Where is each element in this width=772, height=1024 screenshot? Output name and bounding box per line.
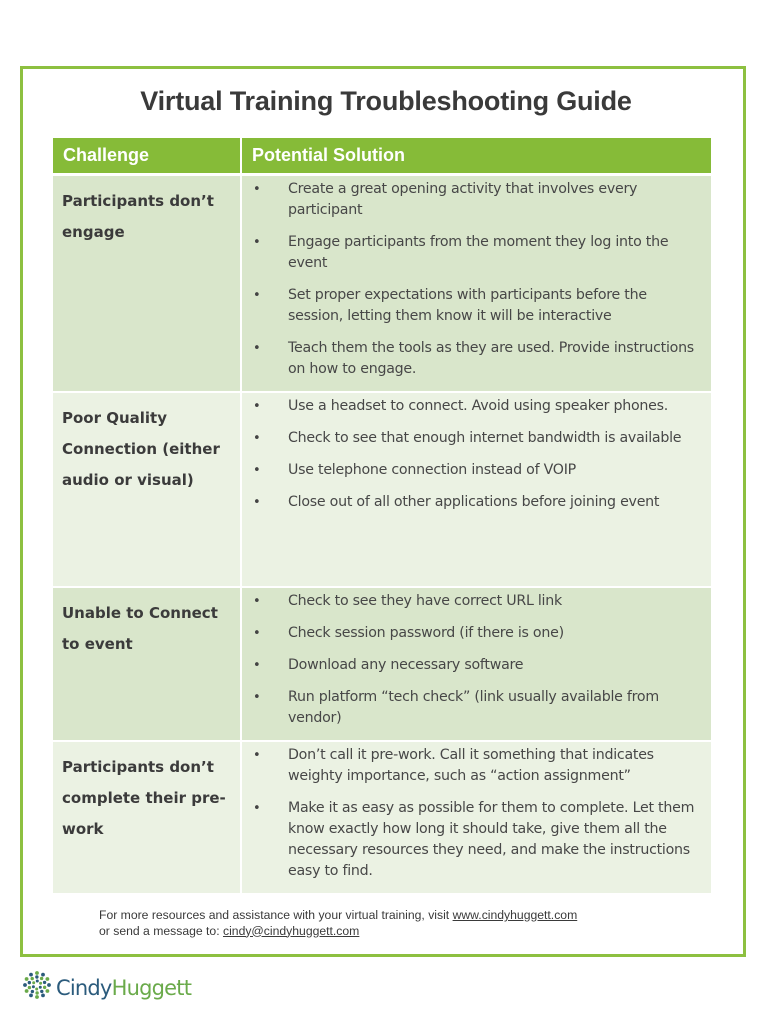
logo-dot [47, 983, 51, 987]
flower-logo-icon [22, 970, 52, 1005]
brand-name [56, 976, 191, 1000]
table-row [53, 176, 711, 393]
bullet-icon: • [253, 626, 261, 641]
solution-cell [242, 176, 711, 393]
solution-text: Use a headset to connect. Avoid using speaker phones. [288, 398, 669, 414]
footer-email-prefix: or send a message to: [99, 923, 223, 938]
challenge-cell: Unable to Connect to event [53, 588, 242, 742]
logo-dot [43, 986, 46, 989]
logo-dot [41, 993, 45, 997]
logo-dot [35, 991, 38, 994]
logo-dot [25, 989, 29, 993]
column-header-challenge: Challenge [53, 138, 242, 176]
logo-dot [43, 981, 46, 984]
solution-list [250, 179, 705, 380]
email-link[interactable]: cindy@cindyhuggett.com [222, 923, 360, 938]
bullet-icon: • [253, 182, 261, 197]
solution-item [250, 285, 705, 327]
logo-dot [35, 995, 39, 999]
bullet-icon: • [253, 399, 261, 414]
solution-text: Don’t call it pre-work. Call it something that indicates weighty importance, such as “action assignment” [288, 747, 654, 784]
logo-dot [36, 980, 39, 983]
logo-dot [45, 989, 49, 993]
solution-cell [242, 588, 711, 742]
table-row [53, 393, 711, 588]
solution-item [250, 655, 705, 676]
bullet-icon: • [253, 495, 261, 510]
footer-contact [99, 908, 577, 939]
table-row [53, 588, 711, 742]
challenge-cell: Participants don’t engage [53, 176, 242, 393]
solution-text: Make it as easy as possible for them to complete. Let them know exactly how long it should take, give them all the necessary resources they need, and make the instructions easy to find. [288, 800, 695, 879]
logo-dot [23, 983, 27, 987]
solution-item [250, 798, 705, 882]
logo-dot [32, 981, 35, 984]
logo-dot [35, 987, 38, 990]
table-header-row [53, 138, 711, 176]
logo-dot [25, 977, 29, 981]
logo-dot [29, 973, 33, 977]
brand-logo [22, 970, 191, 1005]
logo-dot [35, 971, 39, 975]
logo-dot [40, 977, 43, 980]
solution-item [250, 338, 705, 380]
logo-dot [31, 977, 34, 980]
solution-text: Check session password (if there is one) [288, 625, 564, 641]
troubleshooting-table [53, 138, 711, 895]
solution-item [250, 179, 705, 221]
solution-text: Create a great opening activity that involves every participant [288, 181, 638, 218]
logo-dot [40, 990, 43, 993]
solution-text: Engage participants from the moment they log into the event [288, 234, 669, 271]
brand-name-last: Huggett [111, 975, 192, 1000]
website-link[interactable]: www.cindyhuggett.com [452, 908, 578, 922]
solution-cell [242, 742, 711, 895]
table-body [53, 176, 711, 895]
logo-dot [28, 981, 31, 984]
solution-item [250, 623, 705, 644]
bullet-icon: • [253, 341, 261, 356]
bullet-icon: • [253, 658, 261, 673]
solution-item [250, 460, 705, 481]
solution-item [250, 591, 705, 612]
bullet-icon: • [253, 594, 261, 609]
solution-item [250, 745, 705, 787]
logo-dot [29, 993, 33, 997]
solution-text: Close out of all other applications before joining event [288, 494, 660, 510]
bullet-icon: • [253, 288, 261, 303]
solution-list [250, 591, 705, 729]
challenge-cell: Poor Quality Connection (either audio or visual) [53, 393, 242, 588]
logo-dot [31, 990, 34, 993]
logo-dot [39, 986, 42, 989]
footer-website-prefix: For more resources and assistance with your virtual training, visit [99, 908, 453, 922]
logo-dot [28, 986, 31, 989]
bullet-icon: • [253, 463, 261, 478]
logo-dot [35, 975, 38, 978]
bullet-icon: • [253, 431, 261, 446]
solution-item [250, 492, 705, 513]
column-header-solution: Potential Solution [242, 138, 711, 176]
solution-text: Set proper expectations with participants before the session, letting them know it will be interactive [288, 287, 647, 324]
solution-item [250, 396, 705, 417]
logo-dot [41, 973, 45, 977]
bullet-icon: • [253, 690, 261, 705]
solution-list [250, 396, 705, 513]
challenge-cell: Participants don’t complete their pre-work [53, 742, 242, 895]
solution-text: Check to see they have correct URL link [288, 593, 562, 609]
solution-text: Check to see that enough internet bandwidth is available [288, 430, 682, 446]
brand-name-first: Cindy [56, 975, 112, 1000]
bullet-icon: • [253, 748, 261, 763]
solution-item [250, 687, 705, 729]
solution-text: Run platform “tech check” (link usually available from vendor) [288, 689, 659, 726]
logo-dot [32, 985, 35, 988]
solution-list [250, 745, 705, 882]
table-row [53, 742, 711, 895]
bullet-icon: • [253, 235, 261, 250]
solution-text: Use telephone connection instead of VOIP [288, 462, 576, 478]
bullet-icon: • [253, 801, 261, 816]
solution-cell [242, 393, 711, 588]
solution-text: Teach them the tools as they are used. Provide instructions on how to engage. [288, 340, 694, 377]
solution-text: Download any necessary software [288, 657, 524, 673]
logo-dot [45, 977, 49, 981]
footer-line-email [99, 924, 577, 940]
page-title: Virtual Training Troubleshooting Guide [140, 86, 632, 116]
footer-line-website [99, 908, 577, 924]
solution-item [250, 428, 705, 449]
solution-item [250, 232, 705, 274]
logo-dot [39, 982, 42, 985]
